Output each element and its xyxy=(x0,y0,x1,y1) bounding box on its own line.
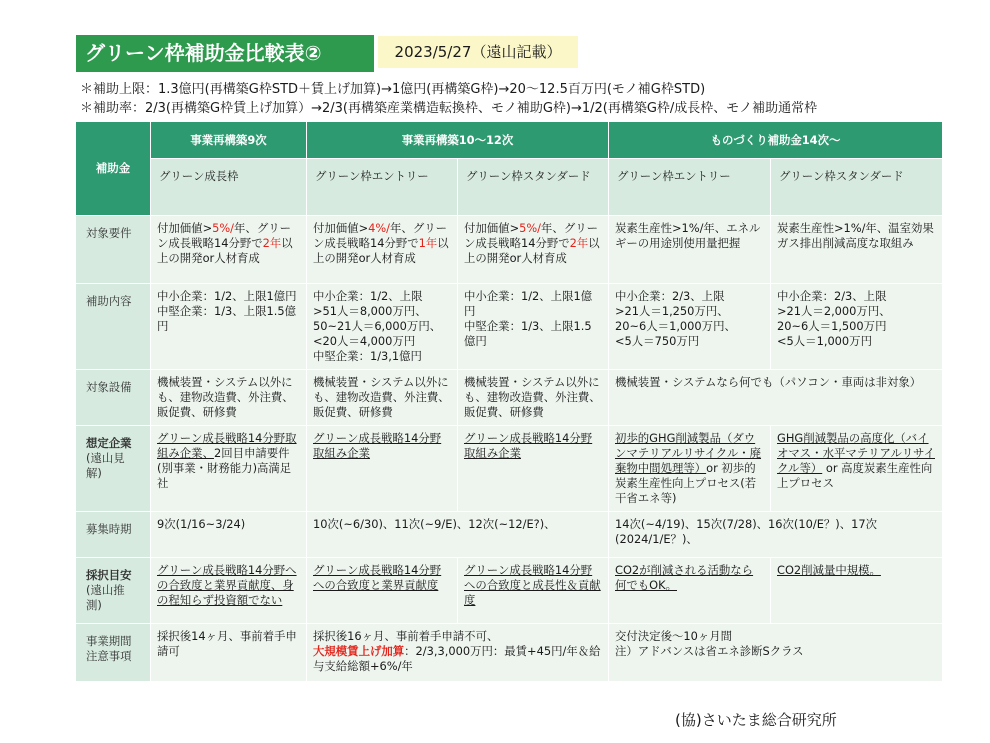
sub-header: グリーン枠エントリー xyxy=(307,159,458,216)
note-subsidy-rate: ＊補助率：2/3(再構築G枠賃上げ加算）→2/3(再構築産業構造転換枠、モノ補助G枠)→1/2(再構築G枠/成長枠、モノ補助通常枠 xyxy=(80,101,818,116)
cell: 付加価値>5%/年、グリーン成長戦略14分野で2年以上の開発or人材育成 xyxy=(458,216,609,284)
cell: グリーン成長戦略14分野への合致度と成長性＆貢献度 xyxy=(458,558,609,624)
cell: 付加価値>5%/年、グリーン成長戦略14分野で2年以上の開発or人材育成 xyxy=(151,216,307,284)
row-subsidy-content xyxy=(76,284,943,370)
row-equipment xyxy=(76,370,943,426)
row-label: 募集時期 xyxy=(76,512,151,558)
sub-header: グリーン成長枠 xyxy=(151,159,307,216)
cell: グリーン成長戦略14分野取組み企業 xyxy=(458,426,609,512)
group-header: 事業再構築10～12次 xyxy=(307,122,609,159)
cell: グリーン成長戦略14分野取組み企業、2回目申請要件(別事業・財務能力)高満足社 xyxy=(151,426,307,512)
row-label: 採択目安 (遠山推測) xyxy=(76,558,151,624)
cell: 10次(~6/30)、11次(~9/E)、12次(~12/E?)、 xyxy=(307,512,609,558)
comparison-table xyxy=(75,121,943,682)
cell: 炭素生産性>1%/年、温室効果ガス排出削減高度な取組み xyxy=(771,216,943,284)
cell: 中小企業：2/3、上限 >21人＝2,000万円、 20~6人＝1,500万円 <5人＝1,000万円 xyxy=(771,284,943,370)
row-label: 対象設備 xyxy=(76,370,151,426)
cell: 採択後14ヶ月、事前着手申請可 xyxy=(151,624,307,682)
cell: 9次(1/16~3/24) xyxy=(151,512,307,558)
row-requirements xyxy=(76,216,943,284)
cell: GHG削減製品の高度化（バイオマス・水平マテリアルリサイクル等） or 高度炭素生産性向上プロセス xyxy=(771,426,943,512)
footer-organization: (協)さいたま総合研究所 xyxy=(675,711,837,729)
cell: CO2が削減される活動なら何でもOK。 xyxy=(609,558,771,624)
cell: グリーン成長戦略14分野への合致度と業界貢献度 xyxy=(307,558,458,624)
sub-header: グリーン枠スタンダード xyxy=(458,159,609,216)
cell: 初歩的GHG削減製品（ダウンマテリアルリサイクル・廃棄物中間処理等）or 初歩的炭素生産性向上プロセス(若干省エネ等) xyxy=(609,426,771,512)
cell: グリーン成長戦略14分野への合致度と業界貢献度、身の程知らず投資額でない xyxy=(151,558,307,624)
cell: 中小企業：1/2、上限 >51人＝8,000万円、 50~21人＝6,000万円、 <20人＝4,000万円 中堅企業：1/3,1億円 xyxy=(307,284,458,370)
row-target-company xyxy=(76,426,943,512)
sub-header: グリーン枠エントリー xyxy=(609,159,771,216)
cell: 交付決定後～10ヶ月間 注）アドバンスは省エネ診断Sクラス xyxy=(609,624,943,682)
note-subsidy-limit: ＊補助上限：1.3億円(再構築G枠STD＋賃上げ加算)→1億円(再構築G枠)→20～12.5百万円(モノ補G枠STD) xyxy=(80,82,706,97)
row-label: 事業期間注意事項 xyxy=(76,624,151,682)
corner-header: 補助金 xyxy=(76,122,151,216)
cell: CO2削減量中規模。 xyxy=(771,558,943,624)
cell: 中小企業：2/3、上限 >21人＝1,250万円、 20~6人＝1,000万円、 <5人＝750万円 xyxy=(609,284,771,370)
date-label: 2023/5/27（遠山記載） xyxy=(378,36,578,68)
row-label: 想定企業 (遠山見解) xyxy=(76,426,151,512)
page-title: グリーン枠補助金比較表② xyxy=(76,35,374,72)
cell: 中小企業：1/2、上限1億円 中堅企業：1/3、上限1.5億円 xyxy=(151,284,307,370)
cell: 機械装置・システムなら何でも（パソコン・車両は非対象） xyxy=(609,370,943,426)
cell: グリーン成長戦略14分野取組み企業 xyxy=(307,426,458,512)
row-label: 対象要件 xyxy=(76,216,151,284)
group-header: ものづくり補助金14次～ xyxy=(609,122,943,159)
row-label: 補助内容 xyxy=(76,284,151,370)
cell: 採択後16ヶ月、事前着手申請不可、 大規模賃上げ加算：2/3,3,000万円：最賃+45円/年＆給与支給総額+6%/年 xyxy=(307,624,609,682)
cell: 14次(~4/19)、15次(7/28)、16次(10/E？)、17次(2024/1/E？)、 xyxy=(609,512,943,558)
sub-header: グリーン枠スタンダード xyxy=(771,159,943,216)
cell: 中小企業：1/2、上限1億円 中堅企業：1/3、上限1.5億円 xyxy=(458,284,609,370)
cell: 炭素生産性>1%/年、エネルギーの用途別使用量把握 xyxy=(609,216,771,284)
row-schedule xyxy=(76,512,943,558)
row-criteria xyxy=(76,558,943,624)
cell: 機械装置・システム以外にも、建物改造費、外注費、販促費、研修費 xyxy=(458,370,609,426)
cell: 機械装置・システム以外にも、建物改造費、外注費、販促費、研修費 xyxy=(151,370,307,426)
cell: 付加価値>4%/年、グリーン成長戦略14分野で1年以上の開発or人材育成 xyxy=(307,216,458,284)
cell: 機械装置・システム以外にも、建物改造費、外注費、販促費、研修費 xyxy=(307,370,458,426)
group-header: 事業再構築9次 xyxy=(151,122,307,159)
row-period xyxy=(76,624,943,682)
